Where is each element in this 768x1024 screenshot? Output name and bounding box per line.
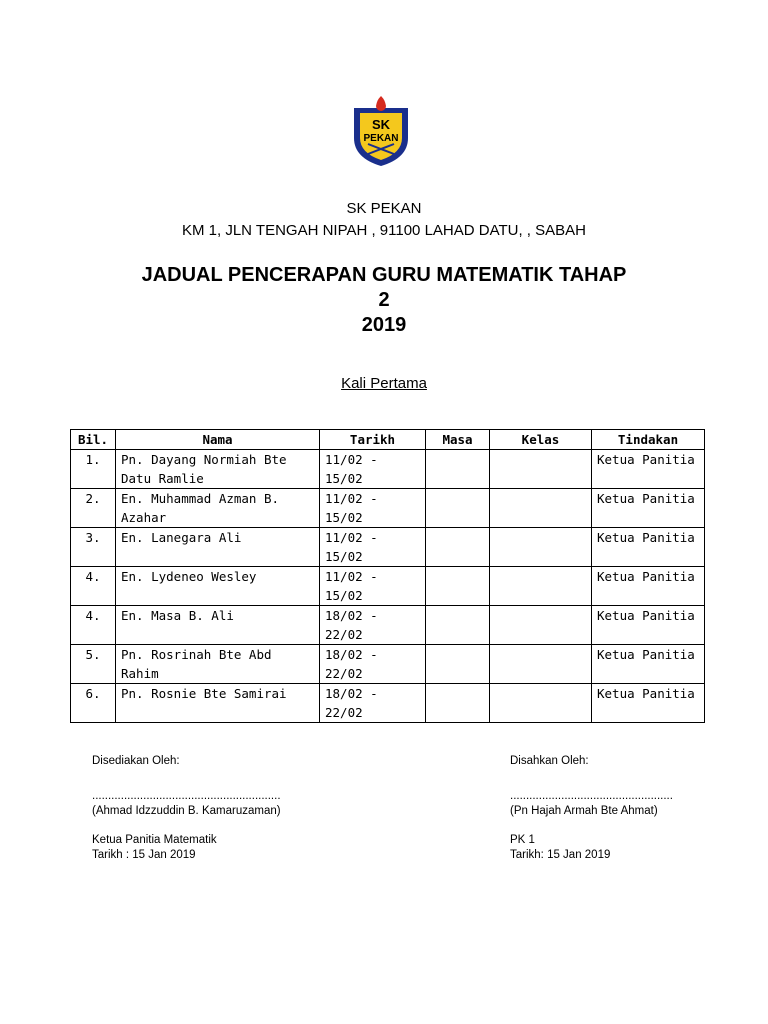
title-line: JADUAL PENCERAPAN GURU MATEMATIK TAHAP xyxy=(141,264,627,286)
title-line: 2 xyxy=(378,289,390,311)
title-line: 2019 xyxy=(361,314,407,336)
cell-bil: 4. xyxy=(71,567,116,606)
signature-line: ................................................... xyxy=(510,790,673,802)
cell-kelas xyxy=(490,528,592,567)
cell-kelas xyxy=(490,645,592,684)
table-row xyxy=(71,567,705,606)
cell-masa xyxy=(426,450,490,489)
cell-masa xyxy=(426,528,490,567)
column-header-tarikh: Tarikh xyxy=(320,430,426,450)
cell-tindakan: Ketua Panitia xyxy=(592,450,705,489)
cell-masa xyxy=(426,567,490,606)
column-header-nama: Nama xyxy=(116,430,320,450)
cell-nama: En. Muhammad Azman B. Azahar xyxy=(116,489,320,528)
cell-masa xyxy=(426,684,490,723)
school-address: KM 1, JLN TENGAH NIPAH , 91100 LAHAD DATU, , SABAH xyxy=(181,222,586,239)
cell-tindakan: Ketua Panitia xyxy=(592,528,705,567)
cell-tindakan: Ketua Panitia xyxy=(592,567,705,606)
cell-nama: Pn. Rosrinah Bte Abd Rahim xyxy=(116,645,320,684)
cell-bil: 1. xyxy=(71,450,116,489)
cell-tindakan: Ketua Panitia xyxy=(592,606,705,645)
schedule-table xyxy=(70,429,705,723)
approver-name: (Pn Hajah Armah Bte Ahmat) xyxy=(510,805,658,817)
approved-date: Tarikh: 15 Jan 2019 xyxy=(510,849,611,861)
cell-bil: 3. xyxy=(71,528,116,567)
table-row xyxy=(71,489,705,528)
cell-tarikh: 11/02 - 15/02 xyxy=(320,567,426,606)
cell-bil: 2. xyxy=(71,489,116,528)
table-row xyxy=(71,450,705,489)
cell-nama: En. Lanegara Ali xyxy=(116,528,320,567)
column-header-tindakan: Tindakan xyxy=(592,430,705,450)
cell-tindakan: Ketua Panitia xyxy=(592,489,705,528)
subtitle: Kali Pertama xyxy=(341,375,427,392)
cell-tindakan: Ketua Panitia xyxy=(592,684,705,723)
cell-tarikh: 18/02 - 22/02 xyxy=(320,684,426,723)
preparer-position: Ketua Panitia Matematik xyxy=(92,834,217,846)
cell-nama: En. Masa B. Ali xyxy=(116,606,320,645)
table-row xyxy=(71,606,705,645)
prepared-date: Tarikh : 15 Jan 2019 xyxy=(92,849,196,861)
cell-tarikh: 11/02 - 15/02 xyxy=(320,450,426,489)
school-crest-icon xyxy=(346,94,416,168)
cell-nama: Pn. Rosnie Bte Samirai xyxy=(116,684,320,723)
svg-text:PEKAN: PEKAN xyxy=(363,133,399,144)
approver-position: PK 1 xyxy=(510,834,535,846)
preparer-name: (Ahmad Idzzuddin B. Kamaruzaman) xyxy=(92,805,281,817)
cell-bil: 4. xyxy=(71,606,116,645)
school-logo xyxy=(346,94,416,168)
cell-bil: 5. xyxy=(71,645,116,684)
cell-kelas xyxy=(490,567,592,606)
cell-tarikh: 11/02 - 15/02 xyxy=(320,528,426,567)
cell-masa xyxy=(426,645,490,684)
cell-tarikh: 11/02 - 15/02 xyxy=(320,489,426,528)
school-name: SK PEKAN xyxy=(346,200,422,217)
table-row xyxy=(71,684,705,723)
table-row xyxy=(71,645,705,684)
signature-line: ........................................................... xyxy=(92,790,281,802)
cell-nama: En. Lydeneo Wesley xyxy=(116,567,320,606)
column-header-masa: Masa xyxy=(426,430,490,450)
cell-tindakan: Ketua Panitia xyxy=(592,645,705,684)
table-header-row xyxy=(71,430,705,450)
cell-bil: 6. xyxy=(71,684,116,723)
cell-nama: Pn. Dayang Normiah Bte Datu Ramlie xyxy=(116,450,320,489)
column-header-bil: Bil. xyxy=(71,430,116,450)
column-header-kelas: Kelas xyxy=(490,430,592,450)
cell-kelas xyxy=(490,606,592,645)
approved-by-block xyxy=(510,754,673,863)
cell-masa xyxy=(426,489,490,528)
document-title xyxy=(0,263,768,338)
cell-kelas xyxy=(490,684,592,723)
prepared-by-block xyxy=(92,754,281,863)
approved-by-label: Disahkan Oleh: xyxy=(510,755,589,767)
cell-tarikh: 18/02 - 22/02 xyxy=(320,606,426,645)
table-row xyxy=(71,528,705,567)
cell-kelas xyxy=(490,450,592,489)
prepared-by-label: Disediakan Oleh: xyxy=(92,755,180,767)
svg-text:SK: SK xyxy=(371,117,391,132)
cell-tarikh: 18/02 - 22/02 xyxy=(320,645,426,684)
cell-masa xyxy=(426,606,490,645)
cell-kelas xyxy=(490,489,592,528)
